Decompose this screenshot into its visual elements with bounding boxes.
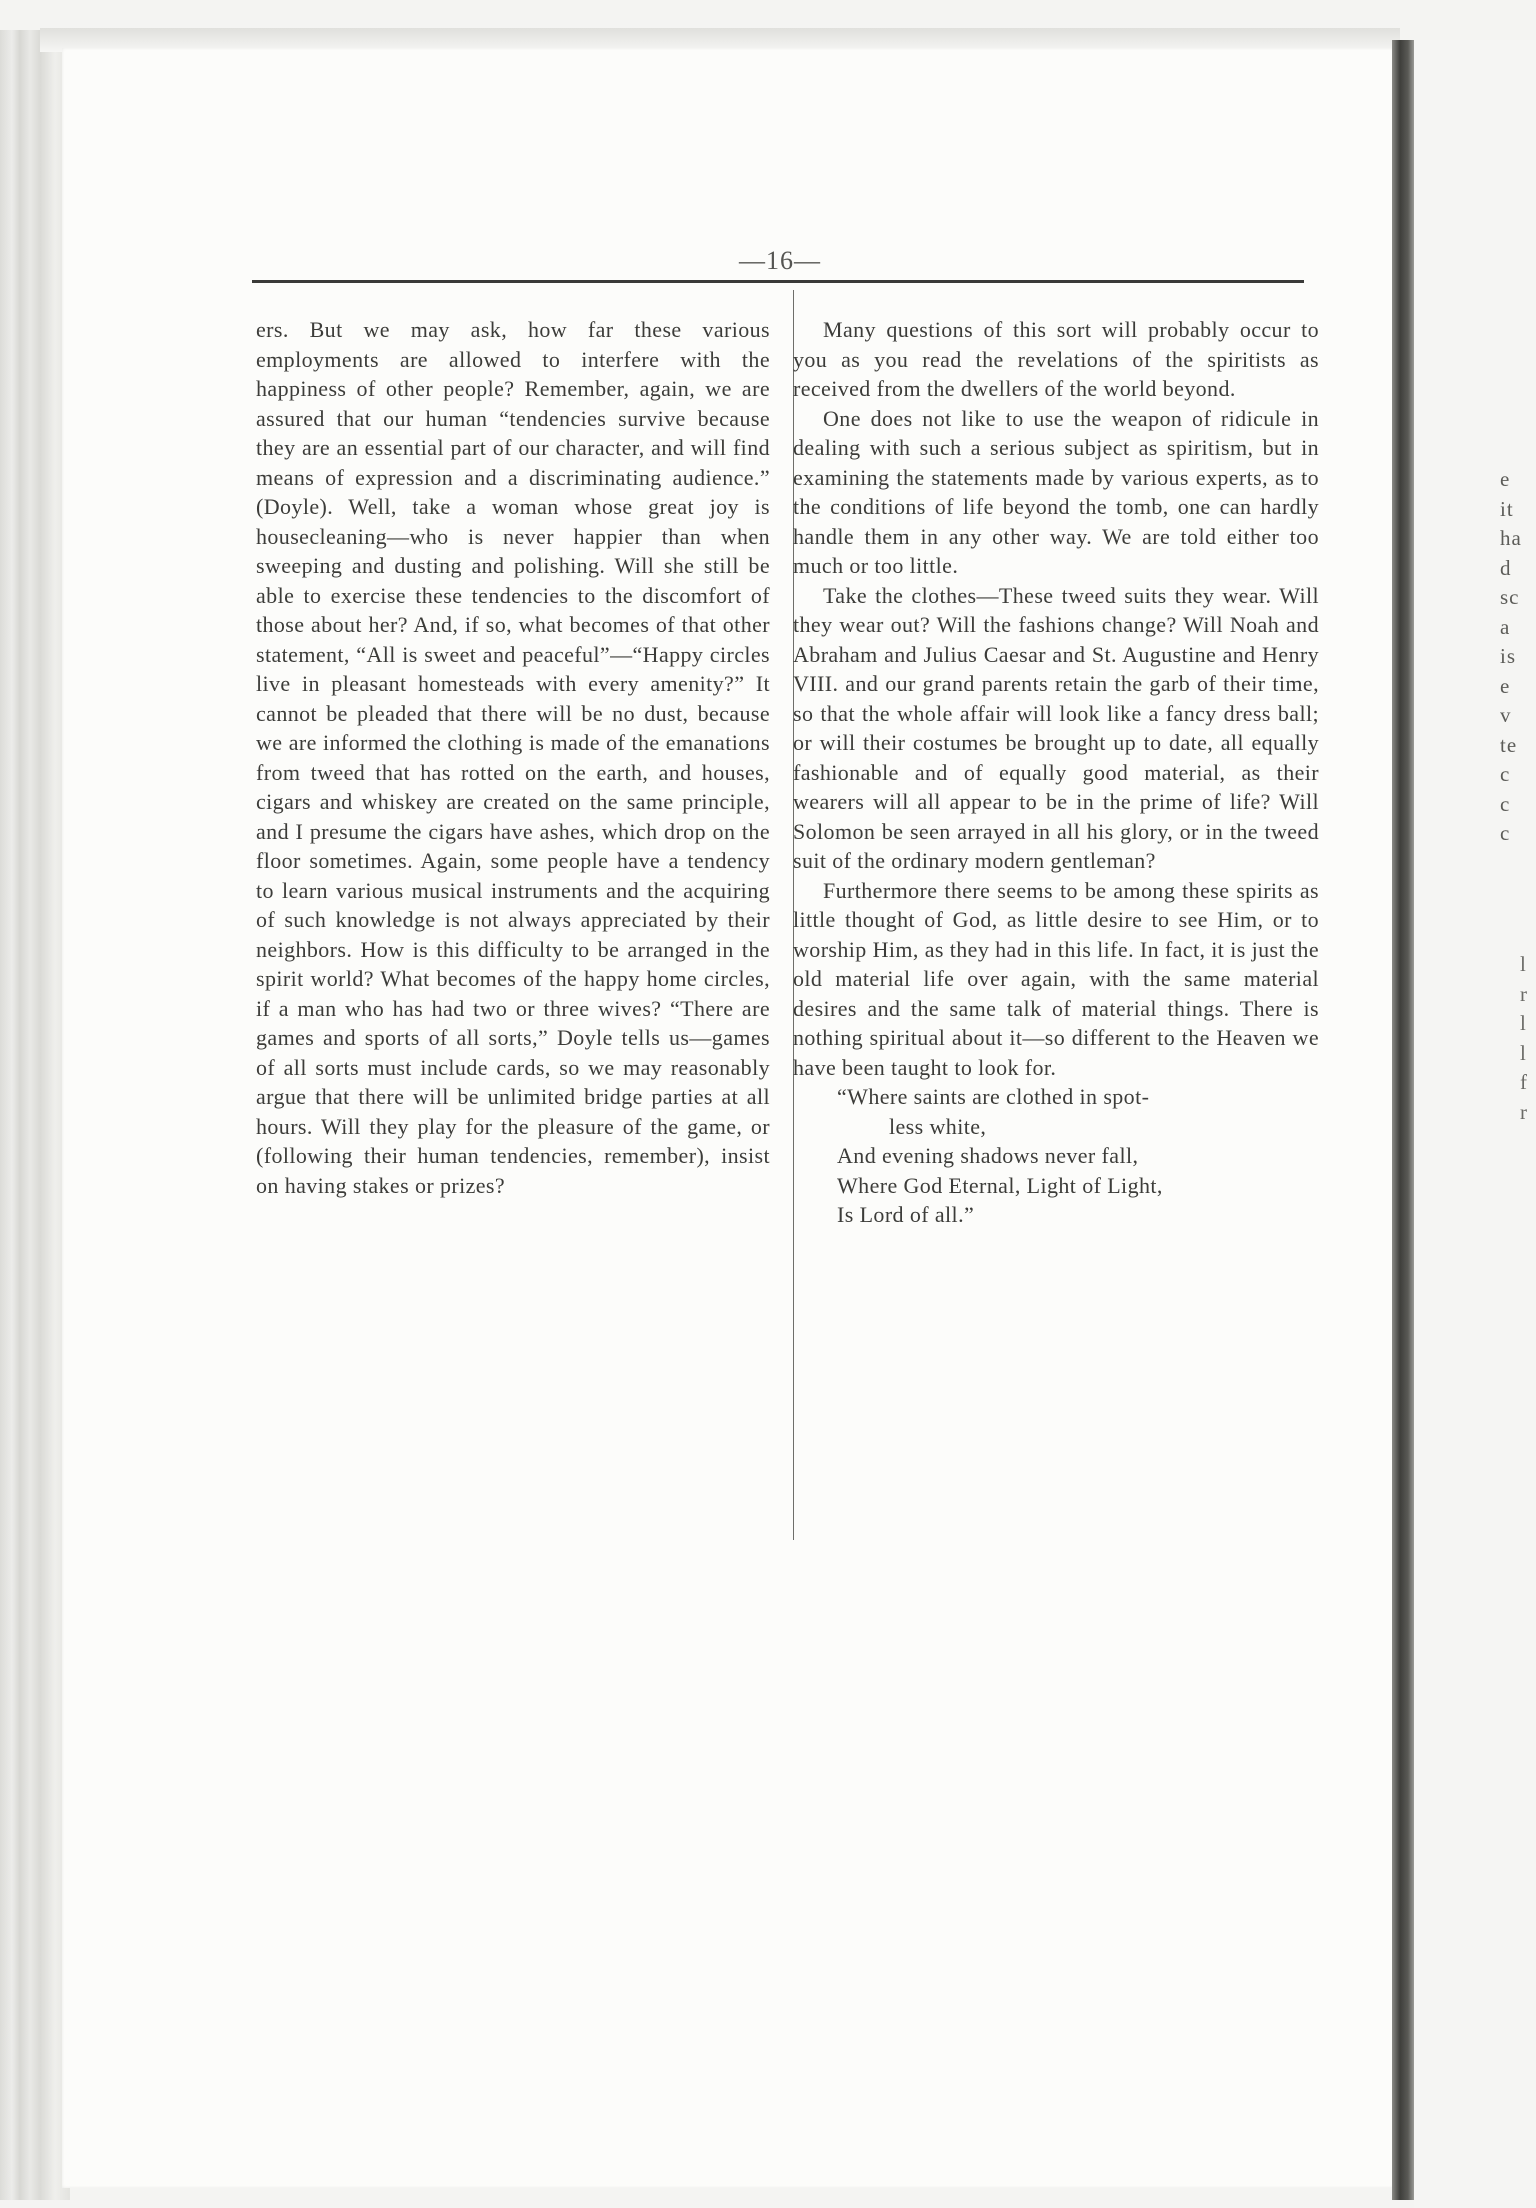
facing-fragment: r bbox=[1520, 1099, 1527, 1124]
facing-fragment: ha bbox=[1500, 526, 1522, 550]
facing-fragment: e bbox=[1500, 467, 1511, 491]
facing-fragment: l bbox=[1520, 1040, 1526, 1065]
facing-fragment: c bbox=[1500, 791, 1511, 816]
facing-fragment: sc bbox=[1500, 585, 1520, 609]
poem-line-continuation: less white, bbox=[889, 1113, 987, 1139]
poem-line: Is Lord of all.” bbox=[837, 1202, 975, 1227]
paragraph: Many questions of this sort will probably occur to you as you read the revelations of the spiritists as received from the dwellers of the world beyond. bbox=[793, 317, 1319, 401]
facing-fragment: d bbox=[1500, 555, 1512, 580]
facing-page-fragments-bottom bbox=[1520, 950, 1527, 1127]
facing-fragment: e bbox=[1500, 673, 1511, 698]
poem-line: And evening shadows never fall, bbox=[837, 1143, 1139, 1168]
facing-fragment: l bbox=[1520, 1011, 1526, 1035]
left-column bbox=[256, 315, 770, 1200]
facing-page-fragments-top bbox=[1500, 465, 1522, 849]
paragraph: One does not like to use the weapon of ridicule in dealing with such a serious subject as spiritism, but in examining the statements made by various experts, as to the conditions of life beyond the tomb, one can hardly handle them in any other way. We are told either too much or too little. bbox=[793, 405, 1319, 578]
page-number: —16— bbox=[739, 246, 821, 275]
facing-fragment: it bbox=[1500, 496, 1514, 521]
poem-quote bbox=[837, 1082, 1319, 1230]
facing-fragment: c bbox=[1500, 821, 1511, 845]
facing-fragment: a bbox=[1500, 614, 1511, 639]
poem-line: Where God Eternal, Light of Light, bbox=[837, 1172, 1163, 1198]
facing-fragment: r bbox=[1520, 981, 1527, 1006]
left-column-text: ers. But we may ask, how far these various employments are allowed to interfere with the happiness of other people? Remember, again, we are assured that our human “tendencies survive because they are an essential part of our character, and will find means of expression and a discriminating audience.” (Doyle). Well, take a woman whose great joy is housecleaning—who is never happier than when sweeping and dusting and polishing. Will she still be able to exercise these tendencies to the discomfort of those about her? And, if so, what becomes of that other statement, “All is sweet and peaceful”—“Happy circles live in pleasant homesteads with every amenity?” It cannot be pleaded that there will be no dust, because we are informed the clothing is made of the emanations from tweed that has rotted on the earth, and houses, cigars and whiskey are created on the same principle, and I presume the cigars have ashes, which drop on the floor sometimes. Again, some people have a tendency to learn various musical instruments and the acquiring of such knowledge is not always appreciated by their neighbors. How is this difficulty to be arranged in the spirit world? What becomes of the happy home circles, if a man who has had two or three wives? “There are games and sports of all sorts,” Doyle tells us—games of all sorts must include cards, so we may reasonably argue that there will be unlimited bridge parties at all hours. Will they play for the pleasure of the game, or (following their human tendencies, remember), insist on having stakes or prizes? bbox=[256, 317, 770, 1198]
paragraph: Furthermore there seems to be among these spirits as little thought of God, as little desire to see Him, or to worship Him, as they had in this life. In fact, it is just the old material life over again, with the same material desires and the same talk of material things. There is nothing spiritual about it—so different to the Heaven we have been taught to look for. bbox=[793, 877, 1319, 1080]
facing-fragment: v bbox=[1500, 703, 1512, 727]
book-gutter bbox=[1392, 40, 1414, 2200]
facing-page bbox=[1414, 40, 1536, 2208]
facing-fragment: te bbox=[1500, 732, 1518, 757]
facing-fragment: c bbox=[1500, 762, 1511, 786]
right-column bbox=[793, 315, 1319, 1230]
facing-fragment: f bbox=[1520, 1070, 1527, 1094]
facing-fragment: l bbox=[1520, 952, 1526, 976]
poem-line: “Where saints are clothed in spot- bbox=[837, 1084, 1150, 1109]
facing-fragment: is bbox=[1500, 644, 1517, 668]
paragraph: Take the clothes—These tweed suits they wear. Will they wear out? Will the fashions change? Will Noah and Abraham and Julius Caesar and St. Augustine and Henry VIII. and our grand parents retain the garb of their time, so that the whole affair will look like a fancy dress ball; or will their costumes be brought up to date, all equally fashionable and of equally good material, as their wearers will all appear to be in the prime of life? Will Solomon be seen arrayed in all his glory, or in the tweed suit of the ordinary modern gentleman? bbox=[793, 582, 1319, 873]
header-rule bbox=[252, 280, 1304, 283]
page-stack-edges bbox=[0, 30, 70, 2200]
